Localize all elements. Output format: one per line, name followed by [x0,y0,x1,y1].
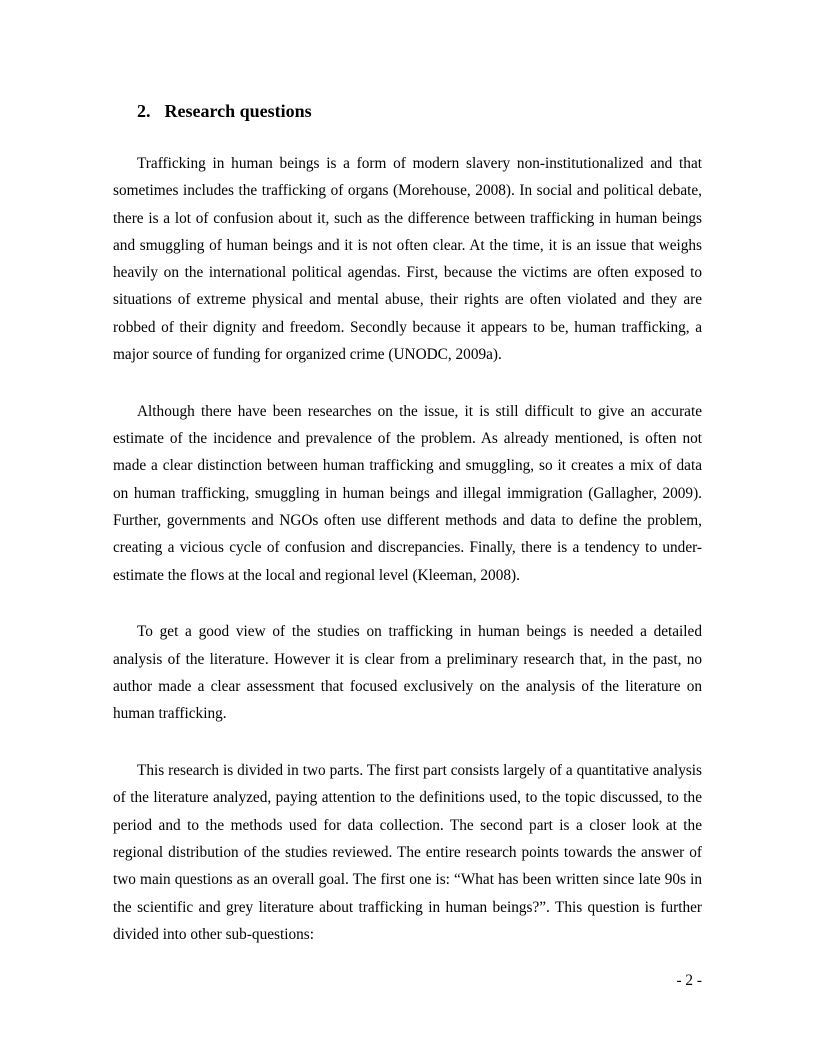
section-title: Research questions [164,101,312,121]
paragraph-estimation-difficulty: Although there have been researches on the issue, it is still difficult to give an accurate estimate of the incidence and prevalence of the problem. As already mentioned, is often not made a clear distinction between human trafficking and smuggling, so it creates a mix of data on human trafficking, smuggling in human beings and illegal immigration (Gallagher, 2009). Further, governments and NGOs often use different methods and data to define the problem, creating a vicious cycle of confusion and discrepancies. Finally, there is a tendency to under-estimate the flows at the local and regional level (Kleeman, 2008). [113,402,702,584]
paragraph-research-structure: This research is divided in two parts. The first part consists largely of a quantitative analysis of the literature analyzed, paying attention to the definitions used, to the topic discussed, to the period and to the methods used for data collection. The second part is a closer look at the regional distribution of the studies reviewed. The entire research points towards the answer of two main questions as an overall goal. The first one is: “What has been written since late 90s in the scientific and grey literature about trafficking in human beings?”. This question is further divided into other sub-questions: [113,762,702,943]
section-number: 2. [137,101,151,121]
paragraph-trafficking-definition: Trafficking in human beings is a form of modern slavery non-institutionalized and that sometimes includes the trafficking of organs (Morehouse, 2008). In social and political debate, there is a lot of confusion about it, such as the difference between trafficking in human beings and smuggling of human beings and it is not often clear. At the time, it is an issue that weighs heavily on the international political agendas. First, because the victims are often exposed to situations of extreme physical and mental abuse, their rights are often violated and they are robbed of their dignity and freedom. Secondly because it appears to be, human trafficking, a major source of funding for organized crime (UNODC, 2009a). [113,155,702,364]
paragraph-literature-analysis: To get a good view of the studies on trafficking in human beings is needed a detailed analysis of the literature. However it is clear from a preliminary research that, in the past, no author made a clear assessment that focused exclusively on the analysis of the literature on human trafficking. [113,623,702,723]
section-heading [137,99,312,123]
body-text [113,150,702,978]
page-number: - 2 - [676,972,702,989]
